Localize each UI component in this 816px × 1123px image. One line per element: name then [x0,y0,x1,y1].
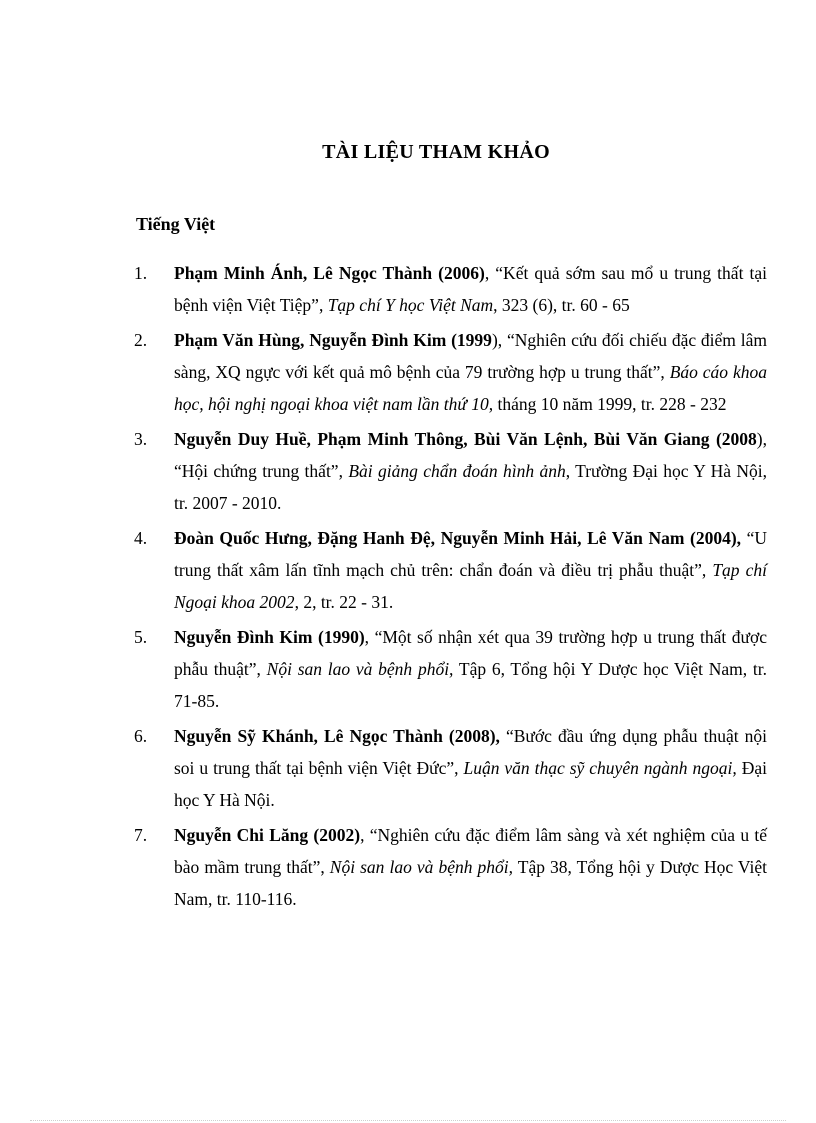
reference-number: 2. [134,330,148,350]
reference-source: Bài giảng chẩn đoán hình ảnh [348,461,566,481]
reference-number: 4. [134,528,148,548]
page-title: TÀI LIỆU THAM KHẢO [322,141,550,163]
reference-list [134,257,767,918]
reference-details: Đại học Y Hà Nội. [174,758,767,810]
reference-authors: Đoàn Quốc Hưng, Đặng Hanh Đệ, Nguyễn Minh Hải, Lê Văn Nam (2004), [174,528,742,548]
reference-text: “U trung thất xâm lấn tĩnh mạch chủ trên: chẩn đoán và điều trị phẫu thuật”, [174,528,767,580]
reference-source: Tạp chí Y học Việt Nam [327,295,494,315]
reference-item [134,257,767,321]
reference-authors: Nguyễn Chi Lăng (2002) [174,825,361,845]
reference-item [134,720,767,816]
reference-text: “Bước đầu ứng dụng phẫu thuật nội soi u trung thất tại bệnh viện Việt Đức”, [174,726,768,778]
reference-item [134,621,767,717]
page-bottom-divider [30,1120,786,1121]
reference-source: Nội san lao và bệnh phổi, [329,857,514,877]
reference-authors: Nguyễn Đình Kim (1990) [174,627,365,647]
reference-text: , “Một số nhận xét qua 39 trường hợp u trung thất được phẫu thuật”, [174,627,767,679]
reference-item [134,324,767,420]
reference-text: , “Nghiên cứu đặc điểm lâm sàng và xét nghiệm của u tế bào mầm trung thất”, [174,825,767,877]
reference-authors: Nguyễn Duy Huề, Phạm Minh Thông, Bùi Văn Lệnh, Bùi Văn Giang (2008 [174,429,757,449]
reference-number: 5. [134,627,148,647]
reference-authors: Phạm Minh Ánh, Lê Ngọc Thành (2006) [174,263,485,283]
reference-source: Nội san lao và bệnh phổi, [266,659,454,679]
reference-item [134,423,767,519]
reference-details: , 2, tr. 22 - 31. [294,592,394,612]
reference-details: Tập 6, Tổng hội Y Dược học Việt Nam, tr. 71-85. [174,659,767,711]
reference-source: Luận văn thạc sỹ chuyên ngành ngoại, [463,758,737,778]
reference-item [134,522,767,618]
reference-text: , “Kết quả sớm sau mổ u trung thất tại bệnh viện Việt Tiệp”, [174,263,767,315]
reference-authors: Nguyễn Sỹ Khánh, Lê Ngọc Thành (2008), [174,726,500,746]
reference-details: , 323 (6), tr. 60 - 65 [493,295,630,315]
reference-number: 7. [134,825,148,845]
reference-text: ), “Hội chứng trung thất”, [174,429,767,481]
reference-source: Tạp chí Ngoại khoa 2002 [174,560,767,612]
reference-details: tháng 10 năm 1999, tr. 228 - 232 [493,394,727,414]
reference-authors: Phạm Văn Hùng, Nguyễn Đình Kim (1999 [174,330,492,350]
reference-details: , Trường Đại học Y Hà Nội, tr. 2007 - 2010. [174,461,768,513]
reference-item [134,819,767,915]
reference-number: 6. [134,726,148,746]
reference-details: Tập 38, Tổng hội y Dược Học Việt Nam, tr. 110-116. [174,857,767,909]
reference-number: 3. [134,429,148,449]
reference-text: ), “Nghiên cứu đối chiếu đặc điểm lâm sàng, XQ ngực với kết quả mô bệnh của 79 trường hợp u trung thất”, [174,330,767,382]
reference-number: 1. [134,263,148,283]
reference-source: Báo cáo khoa học, hội nghị ngoại khoa việt nam lần thứ 10, [174,362,767,414]
section-heading: Tiếng Việt [136,214,216,234]
